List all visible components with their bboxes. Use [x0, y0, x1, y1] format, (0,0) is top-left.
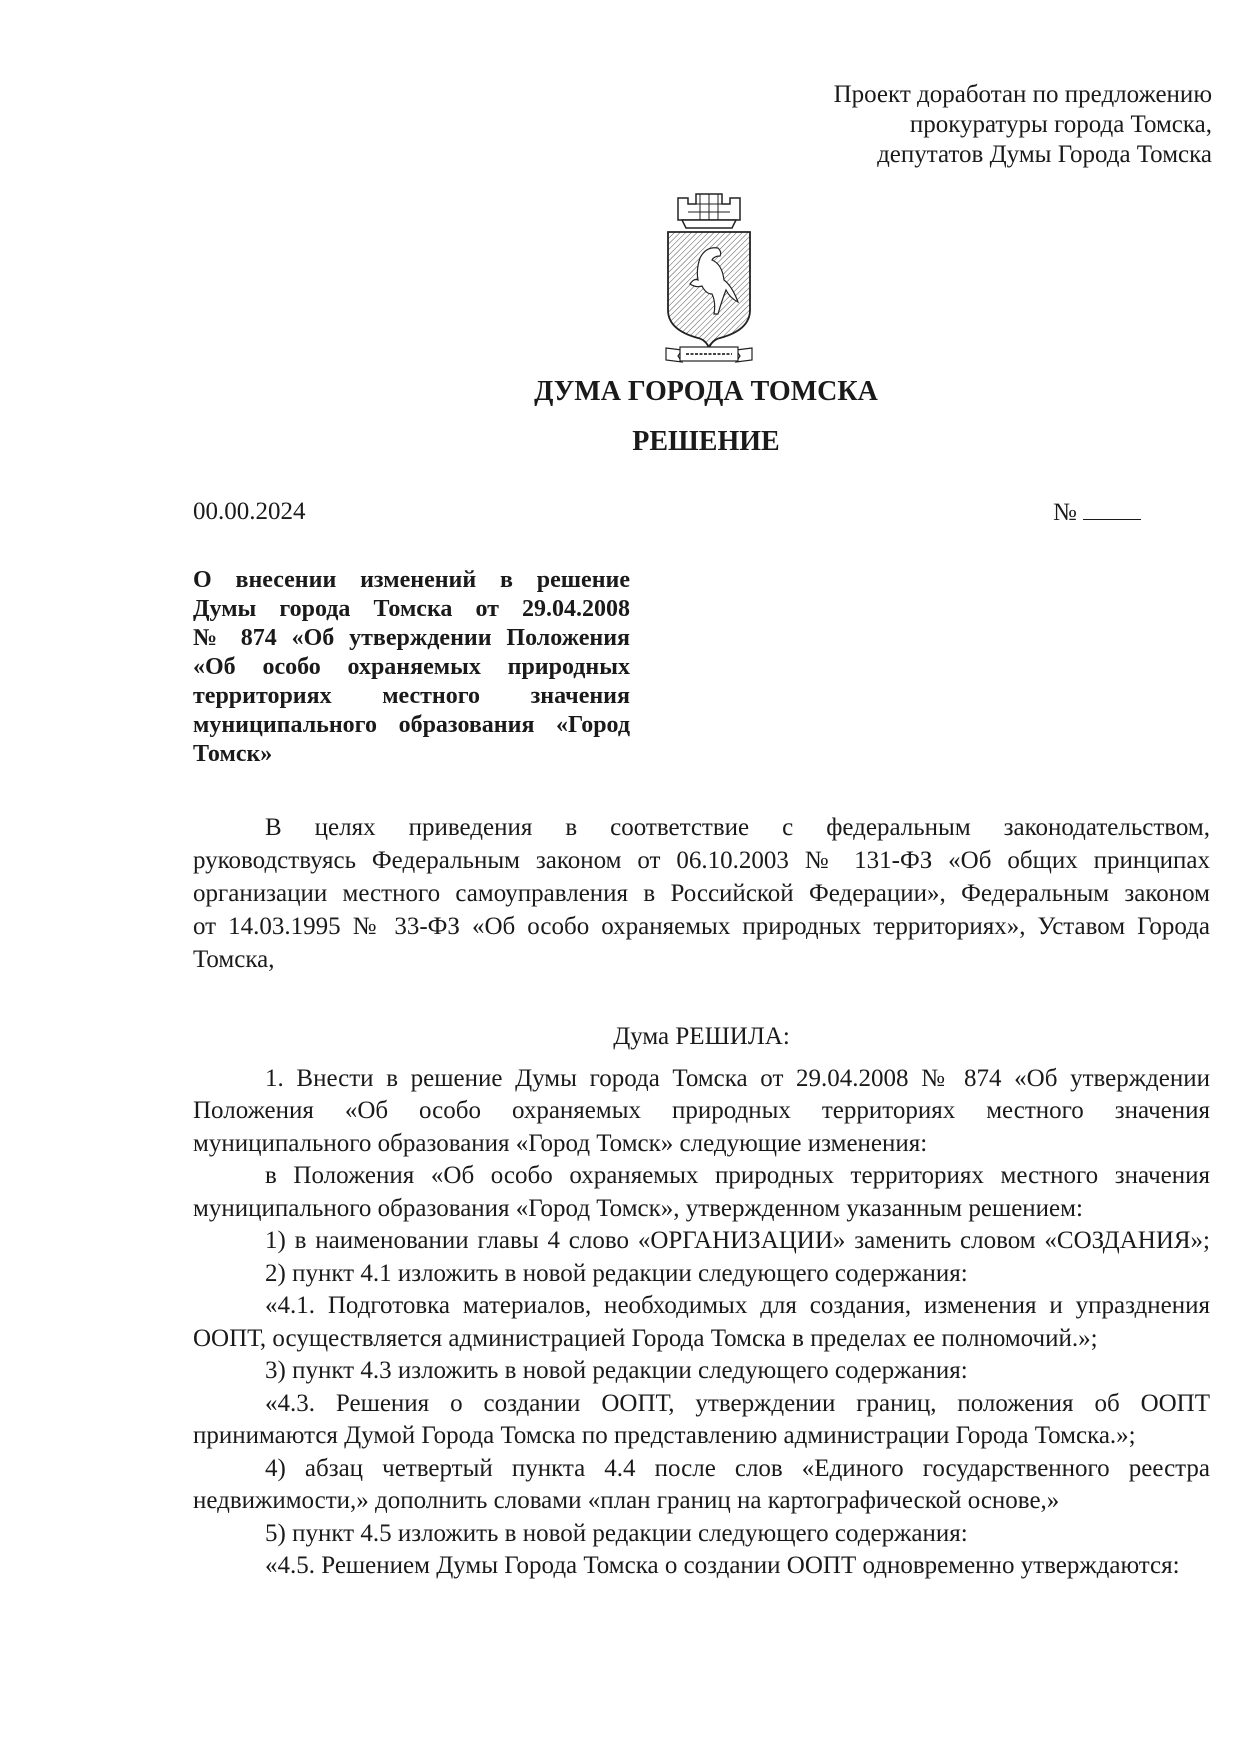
- ribbon-icon: [666, 347, 752, 362]
- body-line: 5) пункт 4.5 изложить в новой редакции следующего содержания:: [265, 1519, 968, 1547]
- city-coat-of-arms-emblem: [660, 190, 758, 365]
- body-line: «4.5. Решением Думы Города Томска о создании ООПТ одновременно утверждаются:: [265, 1552, 1180, 1579]
- subject-line: Думы города Томска от 29.04.2008: [193, 596, 630, 622]
- subject-line: Томск»: [193, 741, 273, 767]
- document-type-title: РЕШЕНИЕ: [632, 426, 780, 457]
- body-line: недвижимости,» дополнить словами «план границ на картографической основе,»: [193, 1487, 1060, 1514]
- header-note-line: депутатов Думы Города Томска: [877, 141, 1212, 168]
- document-date: 00.00.2024: [193, 498, 306, 525]
- number-blank: [1083, 497, 1141, 520]
- resolution-body: [193, 1021, 1210, 1583]
- preamble-line: от 14.03.1995 № 33-ФЗ «Об особо охраняемых природных территориях», Уставом Города: [193, 913, 1210, 940]
- preamble-line: Томска,: [193, 946, 275, 973]
- header-note: [834, 80, 1212, 170]
- body-line: муниципального образования «Город Томск» следующие изменения:: [193, 1129, 928, 1157]
- subject-line: № 874 «Об утверждении Положения: [193, 625, 630, 651]
- subject-line: О внесении изменений в решение: [193, 567, 630, 593]
- number-label: №: [1053, 499, 1077, 526]
- body-line: 3) пункт 4.3 изложить в новой редакции следующего содержания:: [265, 1357, 968, 1384]
- document-number: [1053, 497, 1141, 528]
- body-line: 2) пункт 4.1 изложить в новой редакции следующего содержания:: [265, 1259, 968, 1287]
- preamble-line: руководствуясь Федеральным законом от 06.10.2003 № 131-ФЗ «Об общих принципах: [193, 847, 1210, 874]
- body-line: 1. Внести в решение Думы города Томска от 29.04.2008 № 874 «Об утверждении: [265, 1064, 1210, 1092]
- header-note-line: прокуратуры города Томска,: [909, 111, 1212, 138]
- subject-line: «Об особо охраняемых природных: [193, 654, 630, 680]
- preamble: [193, 811, 1210, 976]
- header-note-line: Проект доработан по предложению: [833, 81, 1212, 108]
- body-line: 4) абзац четвертый пункта 4.4 после слов «Единого государственного реестра: [265, 1454, 1210, 1482]
- document-subject: [193, 566, 630, 769]
- body-line: в Положения «Об особо охраняемых природных территориях местного значения: [265, 1162, 1210, 1189]
- preamble-line: В целях приведения в соответствие с федеральным законодательством,: [265, 814, 1210, 841]
- preamble-line: организации местного самоуправления в Российской Федерации», Федеральным законом: [193, 880, 1210, 907]
- body-line: муниципального образования «Город Томск», утвержденном указанным решением:: [193, 1194, 1083, 1222]
- body-line: ООПТ, осуществляется администрацией Города Томска в пределах ее полномочий.»;: [193, 1324, 1098, 1352]
- body-line: принимаются Думой Города Томска по представлению администрации Города Томска.»;: [193, 1422, 1136, 1449]
- body-line: «4.3. Решения о создании ООПТ, утверждении границ, положения об ООПТ: [265, 1389, 1210, 1417]
- body-line: «4.1. Подготовка материалов, необходимых для создания, изменения и упразднения: [265, 1292, 1210, 1319]
- subject-line: территориях местного значения: [193, 683, 630, 709]
- body-line: Положения «Об особо охраняемых природных территориях местного значения: [193, 1097, 1210, 1124]
- crown-icon: [678, 194, 740, 228]
- subject-line: муниципального образования «Город: [193, 712, 630, 738]
- body-line: 1) в наименовании главы 4 слово «ОРГАНИЗАЦИИ» заменить словом «СОЗДАНИЯ»;: [265, 1227, 1210, 1254]
- resolved-heading: Дума РЕШИЛА:: [613, 1023, 790, 1050]
- organization-title: ДУМА ГОРОДА ТОМСКА: [534, 376, 878, 407]
